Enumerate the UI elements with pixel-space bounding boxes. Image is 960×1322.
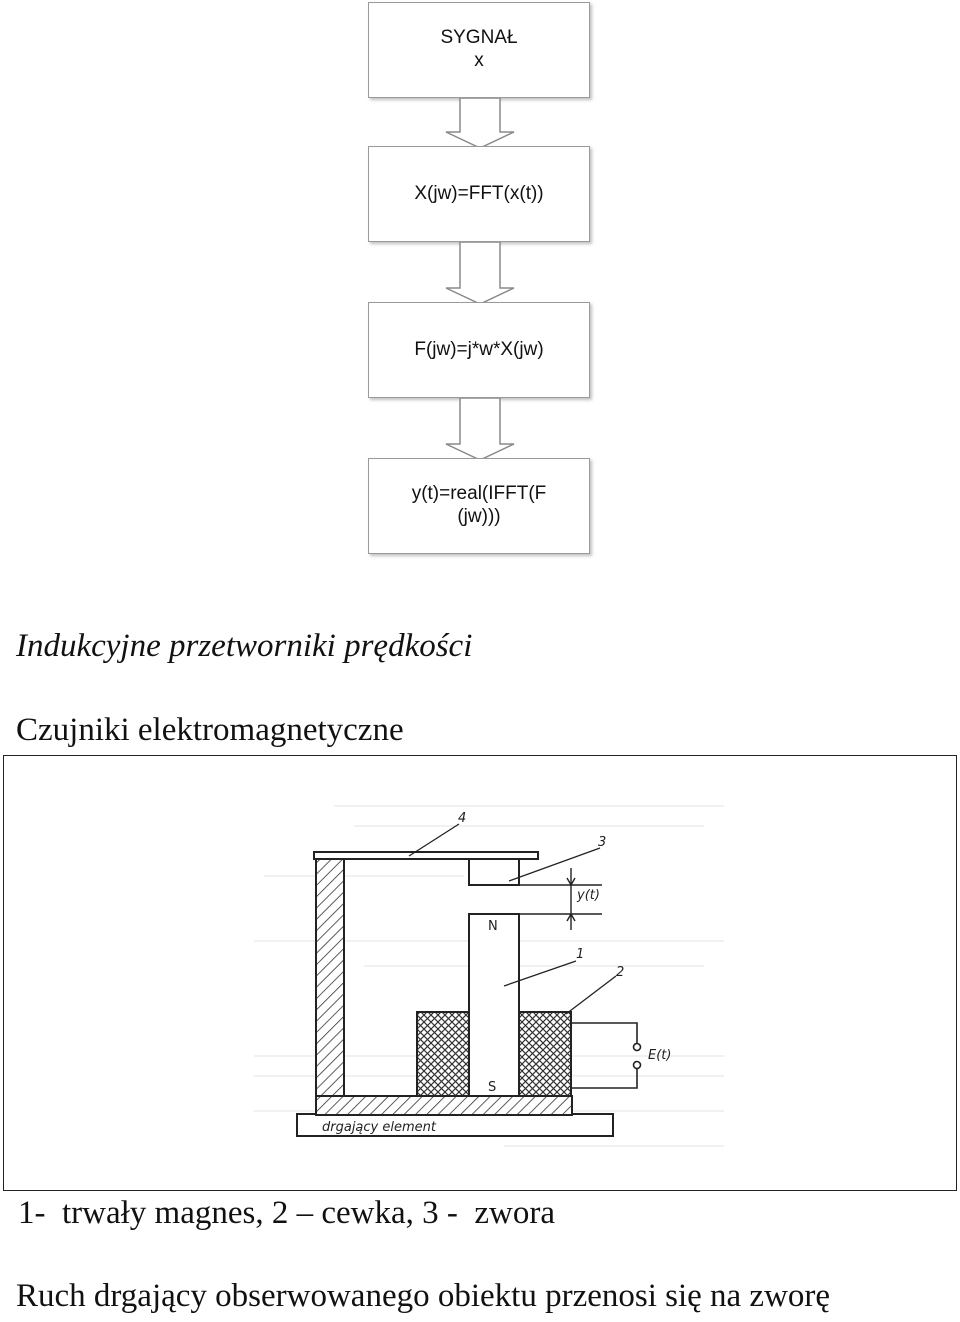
sensor-figure [3,755,957,1191]
part-4-label: 4 [458,811,467,826]
flow-arrow-3 [440,398,520,460]
armature [469,859,519,885]
flow-box-signal [368,2,590,98]
top-arm [314,852,538,859]
pole-s-label: S [488,1080,497,1095]
flow-box-signal-line1: SYGNAŁ [440,27,518,49]
coil-right [519,1012,571,1096]
flow-arrow-1 [440,98,520,148]
flow-box-fft-text: X(jw)=FFT(x(t)) [414,182,544,204]
sensor-diagram [4,756,958,1192]
flow-arrow-2 [440,242,520,304]
flow-box-derivative-text: F(jw)=j*w*X(jw) [414,338,544,360]
description-text: Ruch drgający obserwowanego obiektu przenosi się na zworę [16,1278,831,1314]
frame-vertical-post [316,858,344,1098]
pole-n-label: N [488,919,498,934]
coil-left [417,1012,469,1096]
part-3-label: 3 [598,835,607,850]
gap-label: y(t) [577,888,600,903]
flow-box-fft [368,146,590,242]
flow-box-ifft-line2: (jw))) [457,506,501,527]
terminal-bottom [634,1062,641,1069]
flow-box-signal-line2: x [474,50,484,71]
subheading: Czujniki elektromagnetyczne [16,712,404,748]
section-heading: Indukcyjne przetworniki prędkości [16,628,473,664]
part-1-label: 1 [576,947,585,962]
flow-box-ifft-line1: y(t)=real(IFFT(F [411,483,547,505]
emf-label: E(t) [648,1048,672,1063]
terminal-top [634,1044,641,1051]
flow-box-derivative [368,302,590,398]
base-label: drgający element [322,1120,436,1135]
part-2-label: 2 [616,965,625,980]
figure-legend: 1- trwały magnes, 2 – cewka, 3 - zwora [18,1195,555,1231]
flow-box-ifft [368,458,590,554]
permanent-magnet [469,914,519,1096]
frame-bottom-plate [316,1096,572,1115]
